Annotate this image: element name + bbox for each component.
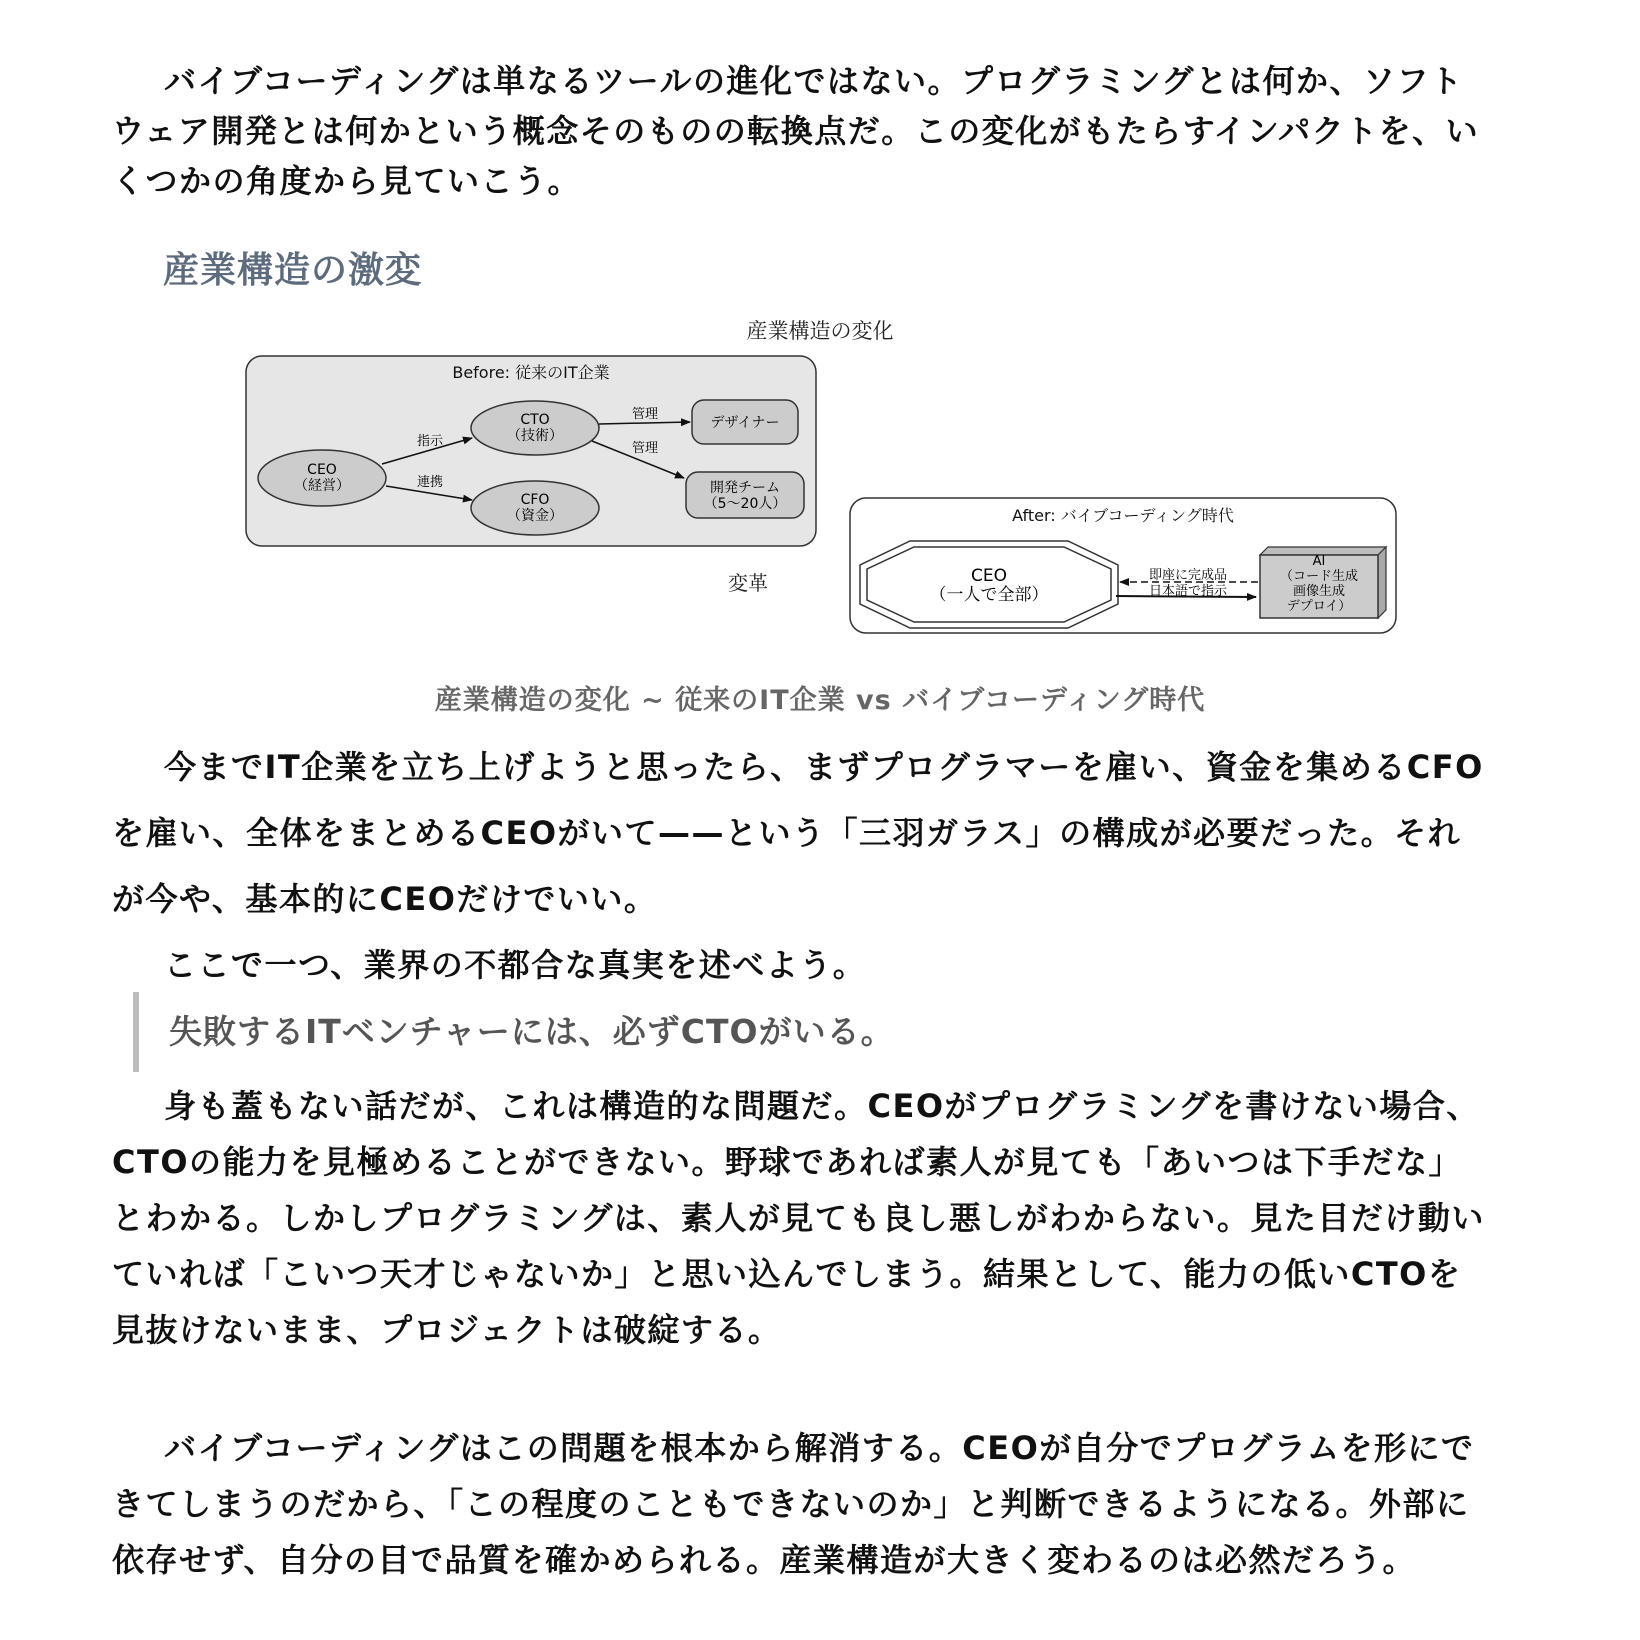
cto-node-line2: （技術）: [507, 428, 563, 444]
blockquote: [133, 992, 1439, 1072]
cfo-node-line1: CFO: [520, 492, 550, 508]
ceo-node: [258, 450, 386, 506]
cto-node: [471, 401, 599, 455]
devteam-node-line1: 開発チーム: [710, 480, 780, 496]
after-ceo-line2: （一人で全部）: [929, 585, 1049, 605]
ai-node-line2: （コード生成: [1279, 569, 1359, 584]
before-label: Before: 従来のIT企業: [452, 363, 610, 382]
cto-node-line1: CTO: [520, 412, 550, 428]
after-ceo-node: [860, 541, 1118, 628]
ai-node-line4: デプロイ）: [1286, 599, 1352, 614]
diagram-title: 産業構造の変化: [746, 319, 894, 343]
ceo-node-line1: CEO: [307, 462, 337, 478]
cfo-node: [471, 481, 599, 535]
after-label: After: バイブコーディング時代: [1012, 506, 1234, 525]
section-heading: 産業構造の激変: [163, 250, 423, 291]
industry-structure-diagram: [0, 0, 1640, 680]
intro-paragraph: バイブコーディングは単なるツールの進化ではない。プログラミングとは何か、ソフトウェア開発とは何かという概念そのものの転換点だ。この変化がもたらすインパクトを、いくつかの角度から見ていこう。: [112, 62, 1480, 200]
cfo-node-line2: （資金）: [507, 508, 563, 524]
ai-node-line1: AI: [1312, 554, 1326, 569]
devteam-node: [686, 472, 804, 518]
edge-ceo-cfo-label: 連携: [416, 475, 444, 490]
before-cluster: [246, 356, 816, 546]
edge-ceo-cto-label: 指示: [416, 434, 444, 449]
paragraph-4: バイブコーディングはこの問題を根本から解消する。CEOが自分でプログラムを形にできてしまうのだから、「この程度のこともできないのか」と判断できるようになる。外部に依存せず、自分の目で品質を確かめられる。産業構造が大きく変わるのは必然だろう。: [112, 1429, 1475, 1579]
figure-caption: 産業構造の変化 ~ 従来のIT企業 vs バイブコーディング時代: [434, 685, 1206, 716]
designer-node: [692, 400, 798, 444]
after-cluster: [850, 498, 1396, 633]
after-ceo-line1: CEO: [971, 566, 1007, 586]
devteam-node-line2: （5〜20人）: [703, 496, 787, 512]
edge-ai-ceo-label: 即座に完成品: [1148, 568, 1228, 583]
ceo-node-line2: （経営）: [294, 478, 350, 494]
paragraph-1: 今までIT企業を立ち上げようと思ったら、まずプログラマーを雇い、資金を集めるCFOを雇い、全体をまとめるCEOがいて——という「三羽ガラス」の構成が必要だった。それが今や、基本的にCEOだけでいい。: [112, 748, 1484, 918]
blockquote-text: 失敗するITベンチャーには、必ずCTOがいる。: [169, 1012, 895, 1051]
paragraph-3: 身も蓋もない話だが、これは構造的な問題だ。CEOがプログラミングを書けない場合、CTOの能力を見極めることができない。野球であれば素人が見ても「あいつは下手だな」とわかる。しかしプログラミングは、素人が見ても良し悪しがわからない。見た目だけ動いていれば「こいつ天才じゃないか」と思い込んでしまう。結果として、能力の低いCTOを見抜けないまま、プロジェクトは破綻する。: [112, 1087, 1485, 1349]
ai-node-line3: 画像生成: [1292, 584, 1346, 599]
paragraph-2: ここで一つ、業界の不都合な真実を述べよう。: [164, 946, 867, 984]
edge-cto-designer-label: 管理: [631, 407, 659, 422]
edge-cto-dev-label: 管理: [631, 441, 659, 456]
transition-label: 変革: [728, 571, 768, 595]
ai-node: [1260, 547, 1386, 618]
edge-ceo-ai-label: 日本語で指示: [1148, 584, 1228, 599]
designer-node-label: デザイナー: [710, 415, 780, 431]
